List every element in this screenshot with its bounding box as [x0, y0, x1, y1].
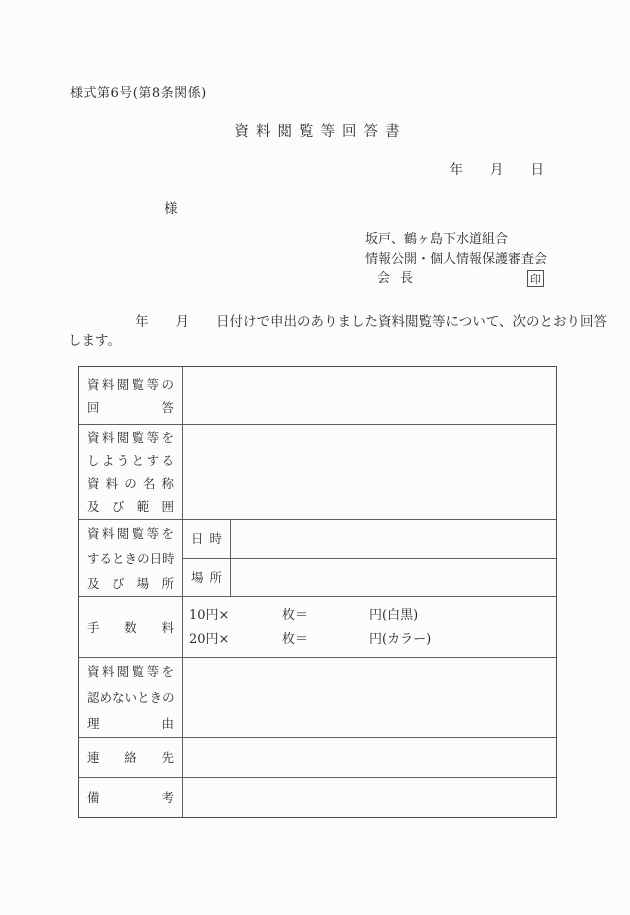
label-line: 資 料 閲 覧 等 を — [87, 430, 174, 445]
table-row-refusal-reason — [79, 657, 556, 737]
date-line: 年 月 日 — [449, 162, 544, 178]
datetime-place-split — [183, 520, 556, 596]
label-line: 資 料 閲 覧 等 の — [87, 376, 174, 392]
table-row-remarks — [79, 777, 556, 817]
response-label-cell — [79, 367, 183, 424]
refusal-reason-label-cell — [79, 658, 183, 737]
datetime-place-label-cell — [79, 520, 183, 596]
fee-label-cell — [79, 597, 183, 657]
fee-value-cell — [183, 597, 556, 657]
body-text-line2: します。 — [68, 333, 121, 349]
sender-org-line2: 情報公開・個人情報保護審査会 — [365, 251, 548, 267]
table-row-datetime-place — [79, 519, 556, 596]
sub-row-place — [183, 559, 556, 597]
fee-unit-bw: 枚＝ — [282, 607, 309, 623]
fee-result-color: 円(カラー) — [369, 631, 432, 647]
datetime-value-cell — [231, 520, 556, 558]
label-line: 及 び 範 囲 — [87, 499, 174, 514]
label-line: し よ う と す る — [87, 453, 174, 468]
datetime-sublabel-cell — [183, 520, 231, 558]
label-line: 資 料 閲 覧 等 を — [87, 663, 174, 679]
chairman-label: 会長 — [377, 271, 424, 286]
label-line: 認 め な い と き の — [87, 689, 175, 705]
label-line: 及 び 場 所 — [87, 575, 174, 591]
place-value-cell — [231, 559, 556, 597]
label-line: す る と き の 日 時 — [87, 550, 175, 566]
material-name-label-cell — [79, 425, 183, 519]
label-line: 手 数 料 — [87, 619, 174, 635]
place-sublabel-cell — [183, 559, 231, 597]
table-row-fee — [79, 596, 556, 657]
contact-value-cell — [183, 738, 556, 777]
fee-rate-bw: 10円× — [189, 607, 230, 623]
fee-rate-color: 20円× — [189, 631, 230, 647]
fee-line-color — [189, 632, 556, 647]
page-title: 資料閲覧等回答書 — [234, 124, 407, 140]
label-line: 資 料 の 名 称 — [87, 476, 174, 491]
label-line: 回 答 — [87, 399, 174, 415]
remarks-label-cell — [79, 778, 183, 817]
fee-line-bw — [189, 608, 556, 623]
label-line: 資 料 閲 覧 等 を — [87, 525, 174, 541]
material-name-value-cell — [183, 425, 556, 519]
label-line: 場 所 — [191, 569, 222, 585]
label-line: 連 絡 先 — [87, 750, 174, 765]
sender-block — [365, 230, 547, 289]
table-row-response — [79, 367, 556, 424]
fee-result-bw: 円(白黒) — [369, 607, 419, 623]
label-line: 備 考 — [87, 790, 174, 805]
label-line: 理 由 — [87, 715, 174, 731]
response-value-cell — [183, 367, 556, 424]
table-row-contact — [79, 737, 556, 777]
contact-label-cell — [79, 738, 183, 777]
remarks-value-cell — [183, 778, 556, 817]
seal-stamp: 印 — [527, 270, 544, 287]
refusal-reason-value-cell — [183, 658, 556, 737]
response-table — [78, 366, 557, 818]
sub-row-datetime — [183, 520, 556, 559]
table-row-material-name — [79, 424, 556, 519]
body-text-line1: 年 月 日付けで申出のありました資料閲覧等について、次のとおり回答 — [135, 314, 607, 330]
addressee-sama-label: 様 — [164, 201, 178, 217]
sender-org-line1: 坂戸、鶴ヶ島下水道組合 — [365, 232, 509, 247]
fee-unit-color: 枚＝ — [282, 631, 309, 647]
label-line: 日 時 — [191, 531, 222, 547]
form-number: 様式第6号(第8条関係) — [70, 86, 207, 101]
